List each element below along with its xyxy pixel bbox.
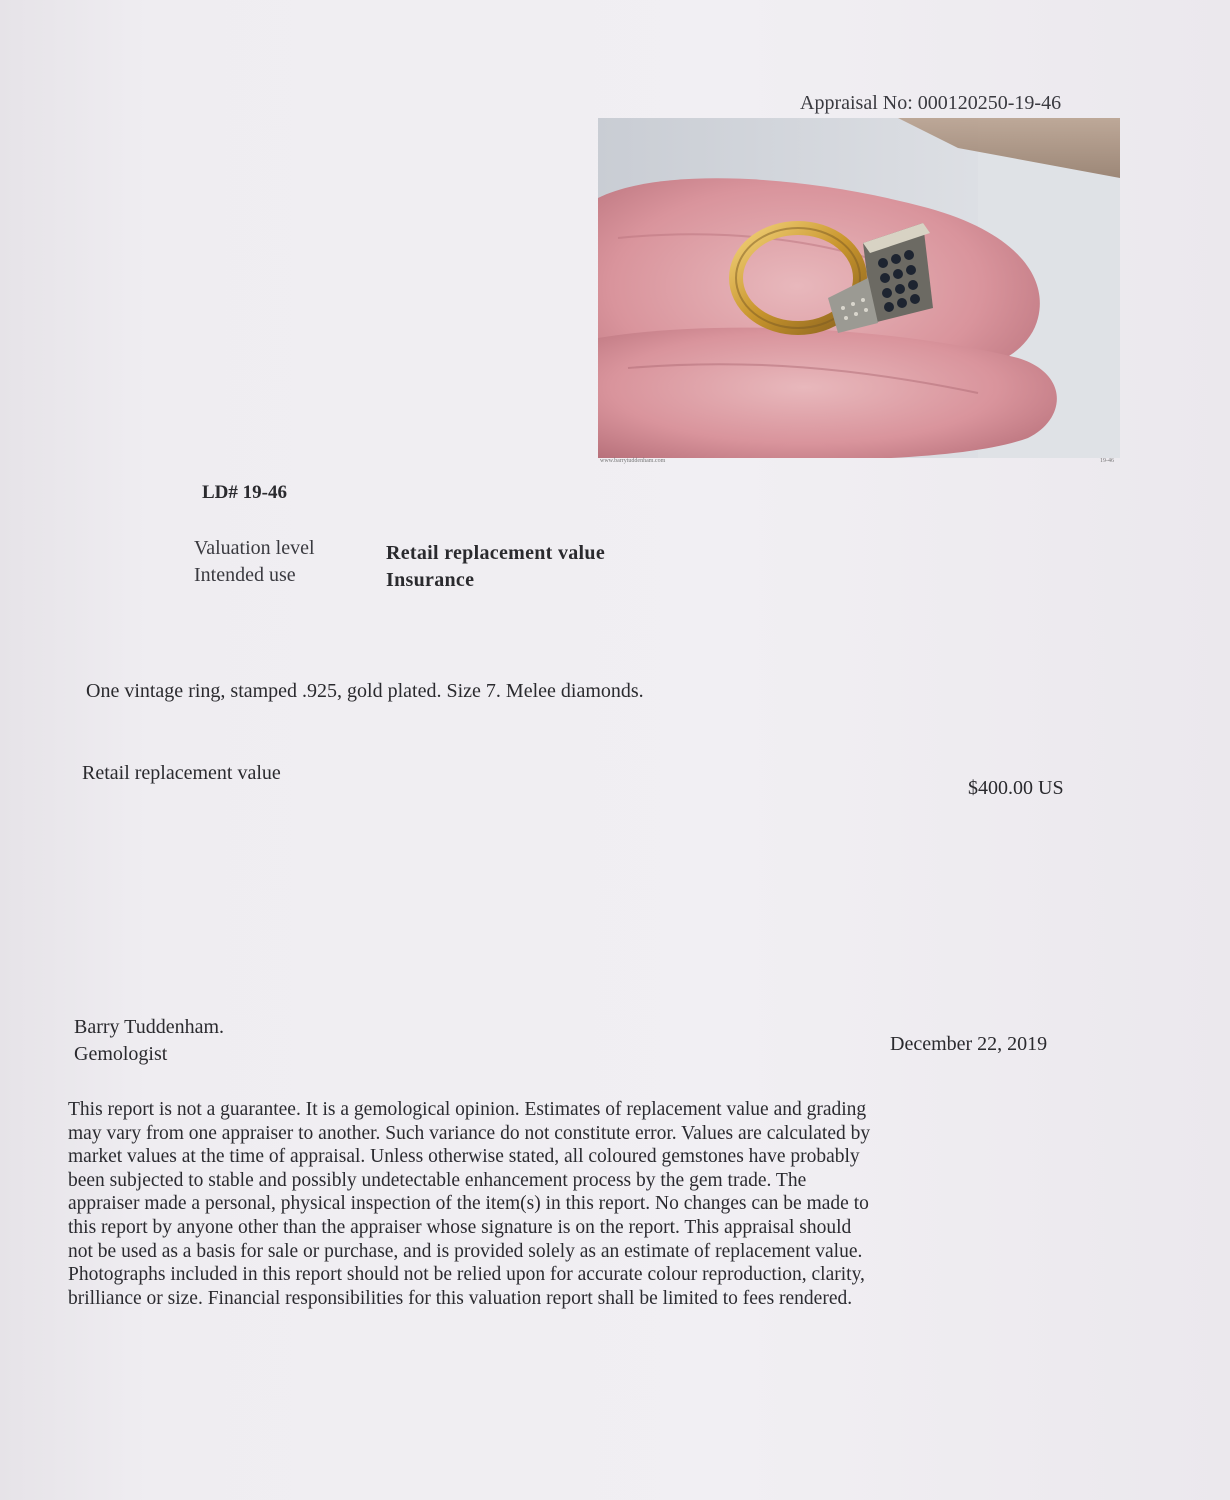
disclaimer (68, 1098, 1108, 1310)
disclaimer-line: been subjected to stable and possibly undetectable enhancement process by the gem trade. The (68, 1169, 807, 1191)
item-description: One vintage ring, stamped .925, gold plated. Size 7. Melee diamonds. (86, 680, 644, 702)
intended-use-value: Insurance (386, 569, 475, 591)
appraiser-title: Gemologist (74, 1043, 168, 1065)
retail-value-label: Retail replacement value (82, 762, 281, 784)
disclaimer-line: This report is not a guarantee. It is a gemological opinion. Estimates of replacement value and grading (68, 1099, 867, 1120)
appraisal-number: Appraisal No: 000120250-19-46 (800, 92, 1062, 114)
photo-caption-right: 19-46 (1100, 458, 1114, 464)
disclaimer-line: this report by anyone other than the appraiser whose signature is on the report. This appraisal should (68, 1216, 852, 1238)
disclaimer-line: brilliance or size. Financial responsibilities for this valuation report shall be limited to fees rendered. (68, 1287, 853, 1309)
retail-value-amount: $400.00 US (968, 777, 1064, 799)
disclaimer-line: not be used as a basis for sale or purchase, and is provided solely as an estimate of replacement value. (68, 1240, 863, 1262)
valuation-level-value: Retail replacement value (386, 542, 605, 564)
disclaimer-line: may vary from one appraiser to another. Such variance do not constitute error. Values are calculated by (68, 1122, 871, 1144)
ring-photo-icon (598, 118, 1120, 458)
valuation-level-label: Valuation level (194, 537, 315, 559)
item-id: LD# 19-46 (202, 482, 287, 503)
ring-photo (598, 118, 1120, 458)
disclaimer-line: appraiser made a personal, physical inspection of the item(s) in this report. No changes can be made to (68, 1193, 869, 1215)
photo-caption-left: www.barrytuddenham.com (600, 458, 666, 464)
disclaimer-line: market values at the time of appraisal. Unless otherwise stated, all coloured gemstones have probably (68, 1146, 860, 1168)
appraiser-name: Barry Tuddenham. (74, 1016, 224, 1038)
disclaimer-line: Photographs included in this report should not be relied upon for accurate colour reproduction, clarity, (68, 1264, 865, 1286)
report-date: December 22, 2019 (890, 1033, 1048, 1055)
intended-use-label: Intended use (194, 564, 296, 586)
